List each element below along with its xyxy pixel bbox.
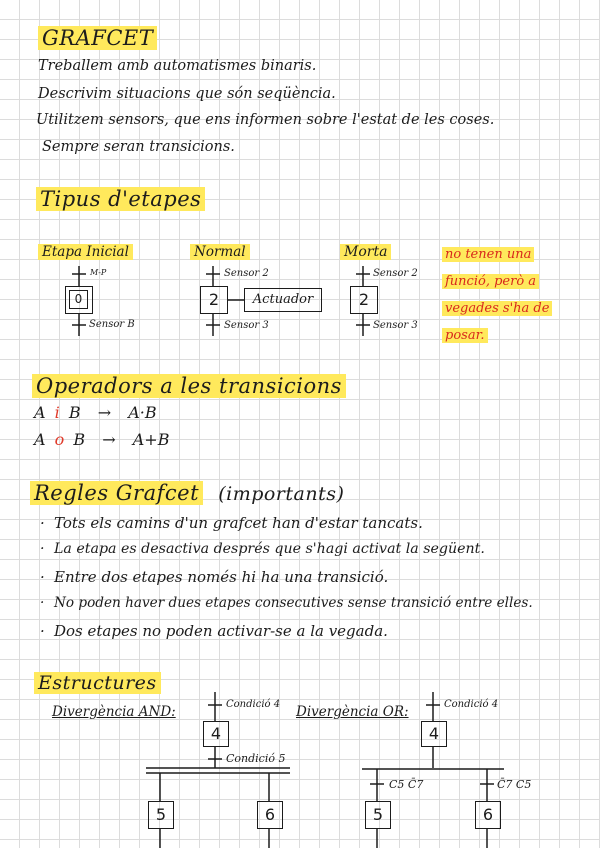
arrow-icon: → xyxy=(97,403,112,422)
or-step-5-box xyxy=(365,801,391,829)
or-step-4-number: 4 xyxy=(428,724,440,743)
and-step-5-number: 5 xyxy=(155,805,167,824)
and-top-condition: Condició 4 xyxy=(226,699,281,710)
morta-note-line-1: no tenen una xyxy=(442,241,552,268)
operadors-heading-text: Operadors a les transicions xyxy=(32,374,346,398)
operator-or-b: B xyxy=(73,430,86,449)
operator-or-result: A+B xyxy=(132,430,170,449)
morta-note-line-3: vegades s'ha de xyxy=(442,295,552,322)
or-step-6-box xyxy=(475,801,501,829)
regles-heading-text: Regles Grafcet xyxy=(30,481,203,505)
intro-line-3: Utilitzem sensors, que ens informen sobre l'estat de les coses. xyxy=(36,112,495,128)
operator-or-op: o xyxy=(54,430,65,449)
operator-and-op: i xyxy=(54,403,60,422)
and-step-4-number: 4 xyxy=(210,724,222,743)
and-mid-condition: Condició 5 xyxy=(226,752,286,765)
or-right-condition: C̄7 C5 xyxy=(497,778,532,791)
bullet-icon: · xyxy=(40,568,45,586)
morta-note-line-2: funció, però a xyxy=(442,268,552,295)
and-step-6-number: 6 xyxy=(264,805,276,824)
tipus-heading-text: Tipus d'etapes xyxy=(36,187,205,211)
operator-or-a: A xyxy=(34,430,46,449)
estructures-heading-text: Estructures xyxy=(34,672,161,694)
etapa-inicial-bottom-sensor: Sensor B xyxy=(89,319,135,330)
arrow-icon: → xyxy=(102,430,116,449)
and-step-4-box xyxy=(203,721,229,747)
etapa-morta-bottom-sensor: Sensor 3 xyxy=(373,320,418,331)
and-step-5-box xyxy=(148,801,174,829)
etapa-normal-label-text: Normal xyxy=(190,244,250,260)
rule-item-5-text: Dos etapes no poden activar-se a la vegada. xyxy=(54,622,388,640)
divergencia-and-label: Divergència AND: xyxy=(52,704,176,720)
etapa-normal-top-sensor: Sensor 2 xyxy=(224,268,269,279)
divergencia-or-label: Divergència OR: xyxy=(296,704,409,720)
intro-line-1: Treballem amb automatismes binaris. xyxy=(38,58,317,74)
etapa-morta-number: 2 xyxy=(358,290,370,309)
regles-subheading: (importants) xyxy=(218,483,345,505)
etapa-morta-top-sensor: Sensor 2 xyxy=(373,268,418,279)
actuador-label: Actuador xyxy=(252,292,314,307)
page-title-text: GRAFCET xyxy=(38,26,157,50)
etapa-inicial-label-text: Etapa Inicial xyxy=(38,244,133,260)
rule-item-1-text: Tots els camins d'un grafcet han d'estar tancats. xyxy=(54,514,423,532)
bullet-icon: · xyxy=(40,514,45,532)
etapa-inicial-number: 0 xyxy=(74,292,83,306)
rule-item-4-text: No poden haver dues etapes consecutives sense transició entre elles. xyxy=(54,595,533,611)
rule-item-3-text: Entre dos etapes només hi ha una transició. xyxy=(54,568,389,586)
operator-and-b: B xyxy=(68,403,81,422)
operator-and-a: A xyxy=(34,403,46,422)
bullet-icon: · xyxy=(40,595,45,611)
rule-item-2-text: La etapa es desactiva després que s'hagi activat la següent. xyxy=(54,541,485,557)
bullet-icon: · xyxy=(40,622,45,640)
intro-line-4: Sempre seran transicions. xyxy=(42,139,235,155)
intro-line-2: Descrivim situacions que són seqüència. xyxy=(38,86,336,102)
or-step-6-number: 6 xyxy=(482,805,494,824)
etapa-inicial-top-sensor: M-P xyxy=(90,268,107,277)
or-top-condition: Condició 4 xyxy=(444,699,499,710)
bullet-icon: · xyxy=(40,541,45,557)
etapa-normal-number: 2 xyxy=(208,290,220,309)
etapa-morta-label-text: Morta xyxy=(340,244,391,260)
and-step-6-box xyxy=(257,801,283,829)
or-left-condition: C5 C̄7 xyxy=(389,778,424,791)
operator-and-result: A·B xyxy=(128,403,157,422)
or-step-5-number: 5 xyxy=(372,805,384,824)
morta-note-line-4: posar. xyxy=(442,322,552,349)
etapa-normal-bottom-sensor: Sensor 3 xyxy=(224,320,269,331)
or-step-4-box xyxy=(421,721,447,747)
